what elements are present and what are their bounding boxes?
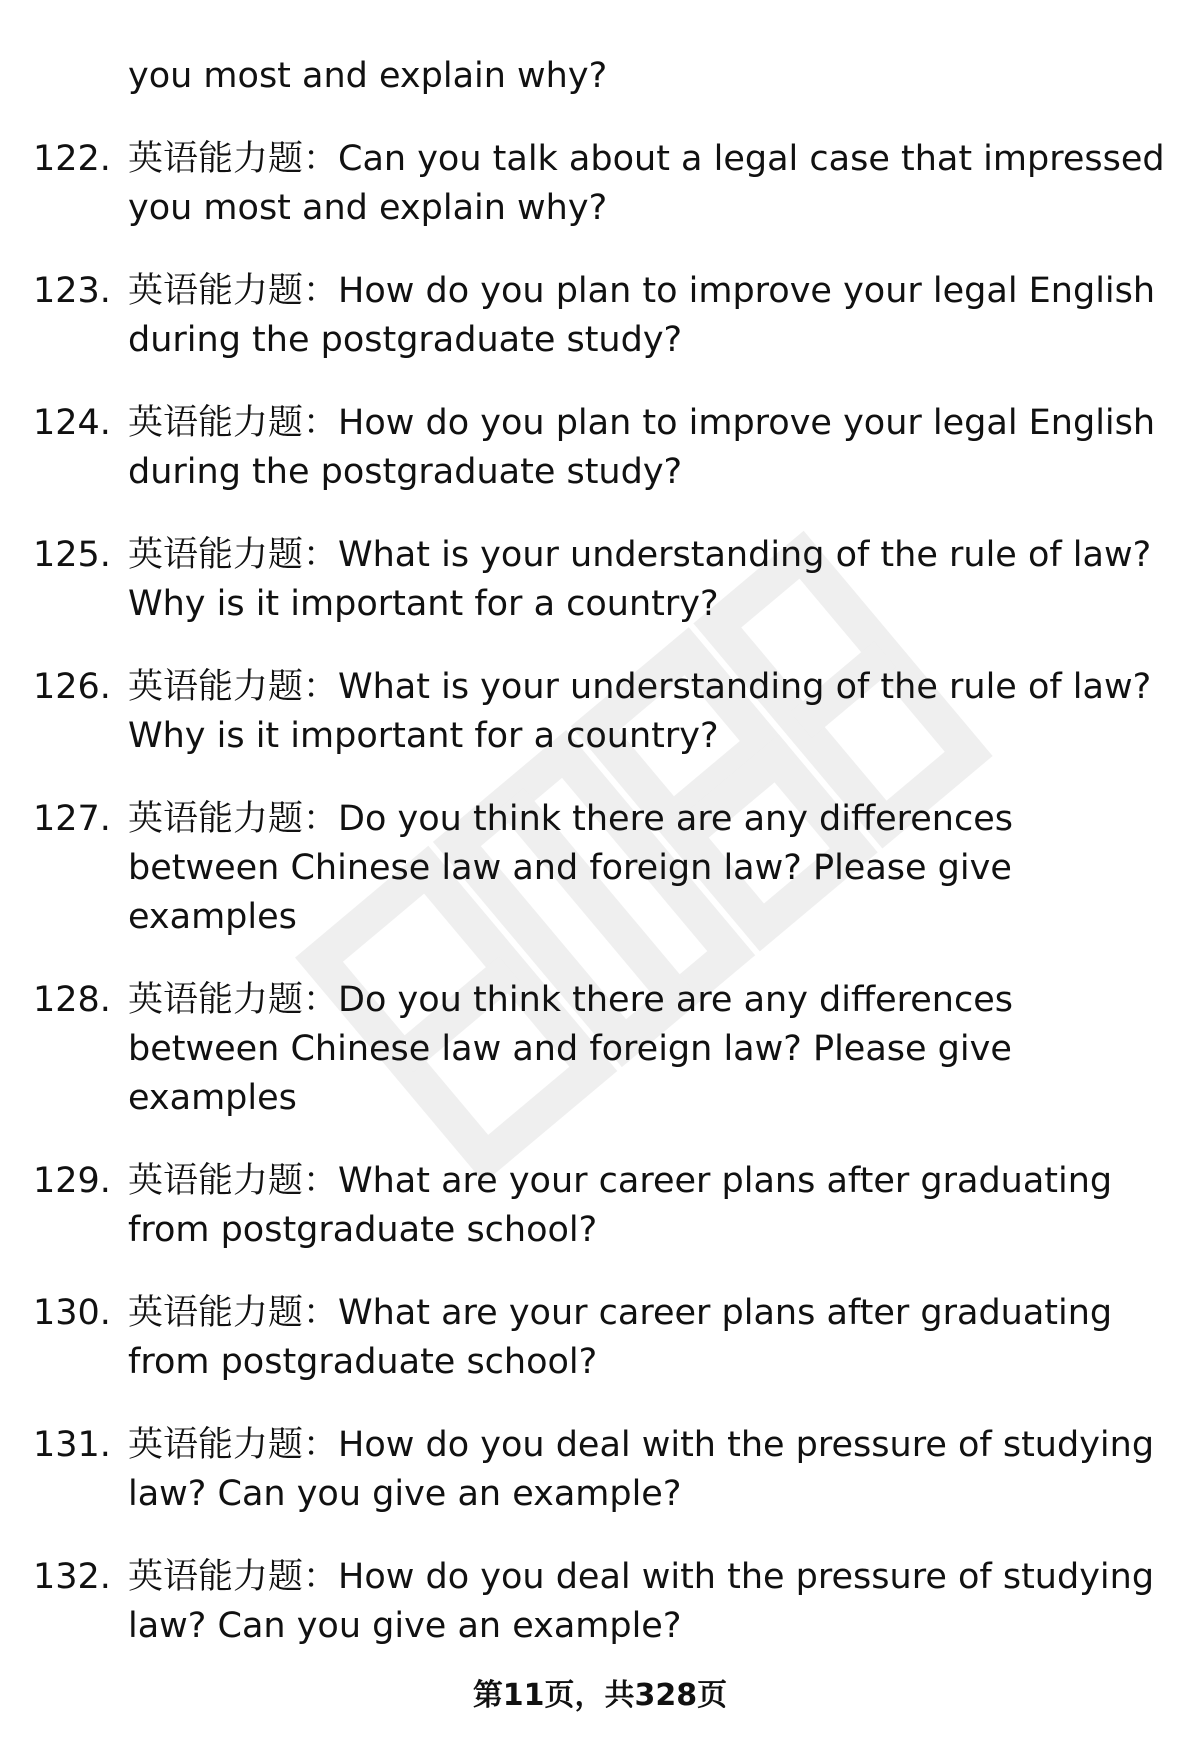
question-text-line: examples xyxy=(128,1078,297,1118)
question-text-line: examples xyxy=(128,897,297,937)
question-text-line xyxy=(128,135,1170,184)
question-item xyxy=(0,795,1200,942)
question-text-line: during the postgraduate study? xyxy=(128,452,683,492)
question-category-label: 英语能力题： xyxy=(128,139,339,179)
continued-question-fragment xyxy=(0,52,1200,101)
question-item xyxy=(0,1421,1200,1519)
question-text: Do you think there are any differences xyxy=(338,980,1013,1020)
question-text-line xyxy=(128,1157,1170,1206)
question-number: 122. xyxy=(33,139,111,179)
question-item xyxy=(0,1553,1200,1651)
question-category-label: 英语能力题： xyxy=(128,1425,339,1465)
question-number: 132. xyxy=(33,1557,111,1597)
question-text-line: between Chinese law and foreign law? Please give xyxy=(128,848,1012,888)
question-text-line: Why is it important for a country? xyxy=(128,584,719,624)
question-text-line xyxy=(128,399,1170,448)
question-text-line xyxy=(128,663,1170,712)
question-category-label: 英语能力题： xyxy=(128,980,339,1020)
question-number: 127. xyxy=(33,799,111,839)
question-text: What are your career plans after graduating xyxy=(338,1161,1113,1201)
question-number: 125. xyxy=(33,535,111,575)
question-number: 124. xyxy=(33,403,111,443)
question-list xyxy=(0,52,1200,1685)
question-number: 126. xyxy=(33,667,111,707)
question-text-line: law? Can you give an example? xyxy=(128,1474,682,1514)
question-text-line: law? Can you give an example? xyxy=(128,1606,682,1646)
question-number: 130. xyxy=(33,1293,111,1333)
question-text-line xyxy=(128,1289,1170,1338)
question-item xyxy=(0,663,1200,761)
question-text-line: you most and explain why? xyxy=(128,188,608,228)
question-category-label: 英语能力题： xyxy=(128,271,339,311)
question-item xyxy=(0,976,1200,1123)
question-text-line xyxy=(128,1421,1170,1470)
question-text-line xyxy=(128,1553,1170,1602)
question-text-line xyxy=(128,795,1170,844)
question-text-line: you most and explain why? xyxy=(128,56,608,96)
question-text-line: Why is it important for a country? xyxy=(128,716,719,756)
question-text: How do you deal with the pressure of studying xyxy=(338,1425,1155,1465)
question-text: Do you think there are any differences xyxy=(338,799,1013,839)
page-indicator: 第11页，共328页 xyxy=(472,1678,728,1713)
question-category-label: 英语能力题： xyxy=(128,667,339,707)
question-item xyxy=(0,399,1200,497)
question-text: How do you deal with the pressure of studying xyxy=(338,1557,1155,1597)
question-text-line: between Chinese law and foreign law? Please give xyxy=(128,1029,1012,1069)
question-text-line: from postgraduate school? xyxy=(128,1342,598,1382)
question-text: How do you plan to improve your legal English xyxy=(338,403,1156,443)
question-item xyxy=(0,531,1200,629)
question-item xyxy=(0,267,1200,365)
question-number: 129. xyxy=(33,1161,111,1201)
question-text-line: from postgraduate school? xyxy=(128,1210,598,1250)
question-category-label: 英语能力题： xyxy=(128,1293,339,1333)
question-category-label: 英语能力题： xyxy=(128,799,339,839)
question-number: 128. xyxy=(33,980,111,1020)
question-text-line: during the postgraduate study? xyxy=(128,320,683,360)
question-item xyxy=(0,1157,1200,1255)
question-text-line xyxy=(128,976,1170,1025)
question-item xyxy=(0,1289,1200,1387)
question-number: 123. xyxy=(33,271,111,311)
question-category-label: 英语能力题： xyxy=(128,535,339,575)
question-text-line xyxy=(128,531,1170,580)
question-text: What is your understanding of the rule of law? xyxy=(338,535,1152,575)
question-text: Can you talk about a legal case that impressed xyxy=(338,139,1165,179)
question-text: How do you plan to improve your legal English xyxy=(338,271,1156,311)
question-text: What are your career plans after graduating xyxy=(338,1293,1113,1333)
question-category-label: 英语能力题： xyxy=(128,1557,339,1597)
question-number: 131. xyxy=(33,1425,111,1465)
question-category-label: 英语能力题： xyxy=(128,403,339,443)
question-item xyxy=(0,135,1200,233)
question-text-line xyxy=(128,267,1170,316)
question-text: What is your understanding of the rule of law? xyxy=(338,667,1152,707)
question-category-label: 英语能力题： xyxy=(128,1161,339,1201)
